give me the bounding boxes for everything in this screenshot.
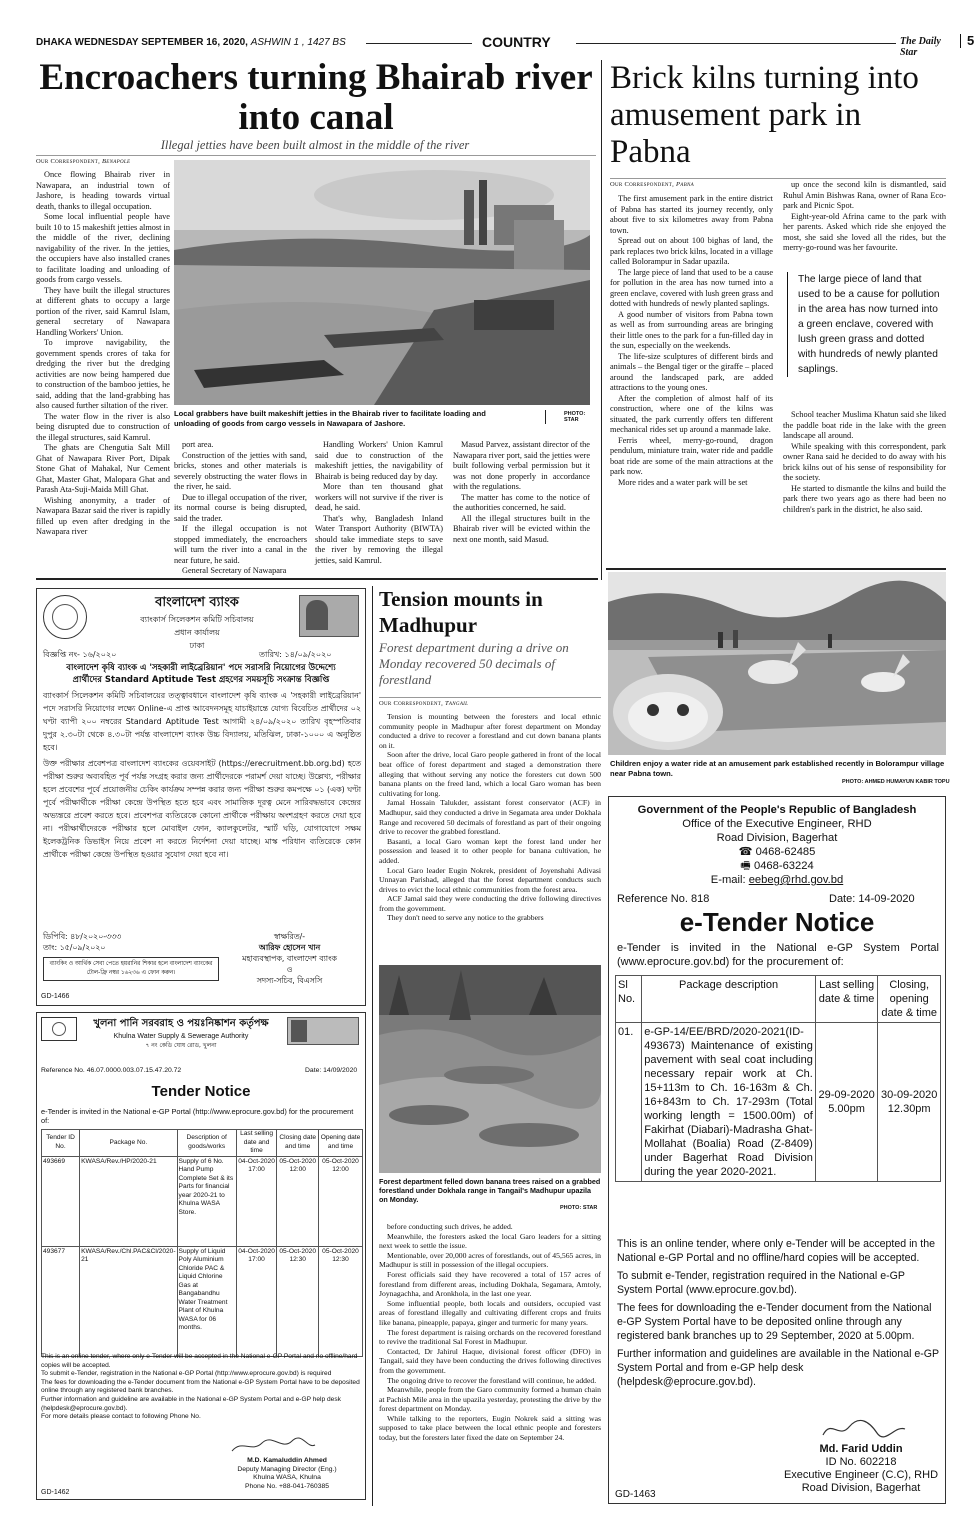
table-cell: 493669 <box>42 1156 80 1246</box>
table-header: Description of goods/works <box>177 1130 236 1157</box>
table-cell: e-GP-14/EE/BRD/2020-2021(ID-493673) Maintenance of existing pavement with seal coat including necessary repair work at Ch. 15+113m to Ch. 16-163m & Ch. 16+843m to Ch. 17-293m (Total working length = 1500.00m) of Fakirhat (Diabari)-Madrasha Ghat-Mollahat (Boalia) Road (Z-8409) under Bagerhat Road Division during the year 2020-2021. <box>642 1023 816 1182</box>
section-title: COUNTRY <box>482 34 551 50</box>
ad1-dp-ref: ডিপিবি: ৪৮/২০২০-৩৩৩ <box>43 932 122 941</box>
mujib-year-logo <box>299 595 359 637</box>
ad3-ref: Reference No. 818 <box>617 893 710 905</box>
table-cell: 04-Oct-2020 17:00 <box>236 1156 277 1246</box>
ad2-signature <box>227 1437 317 1455</box>
ad1-signer-title2: সদস্য-সচিব, বিএসসি <box>256 976 323 985</box>
table-header: Sl No. <box>616 976 642 1023</box>
story1-subhead: Illegal jetties have been built almost in the middle of the river <box>160 138 470 152</box>
table-header-row <box>616 976 941 1023</box>
fax-icon: 🖷 <box>740 860 754 872</box>
story2-headline: Brick kilns turning into amusement park in Pabna <box>610 60 919 170</box>
ad3-signer: Md. Farid Uddin <box>819 1443 903 1455</box>
table-cell: 29-09-2020 5.00pm <box>815 1023 878 1182</box>
ad1-ref: বিজ্ঞপ্তি নং- ১৬/২০২০ <box>43 650 117 659</box>
ad3-signer-title: Executive Engineer (C.C), RHD <box>783 1469 939 1481</box>
ad2-signer-title: Deputy Managing Director (Eng.) <box>237 1465 337 1473</box>
ad-bangladesh-bank <box>36 588 366 1006</box>
ad3-tender-table <box>615 975 941 1182</box>
story2-pullquote: The large piece of land that used to be a cause for pollution in the area has now turned into a green enclave, covered with lush green grass and dotted with hundreds of newly planted saplings. <box>787 272 943 377</box>
ad2-notes: This is an online tender, where only e-Tender will be accepted in the National e-GP Portal and no offline/hard copies will be accepted. To submit e-Tender, registration in the National e-GP Portal (http://www.eprocure.gov.bd) is required The fees for downloading the e-Tender document from the National e-GP System Portal have to be deposited online through any registered bank branches. Further information and guideline are available in the National e-GP System Portal and e-GP help desk (helpdesk@eprocure.gov.bd). For more details please contact to following Phone No. <box>41 1353 360 1421</box>
ad1-dp-date: তাং: ১৫/০৯/২০২০ <box>43 943 106 952</box>
ad2-address: ৭ নং কেডি ঘোষ রোড, খুলনা <box>145 1042 217 1049</box>
ad3-date: Date: 14-09-2020 <box>829 893 915 905</box>
story3-caption: Forest department felled down banana trees raised on a grabbed forestland under Dokhala range in Tangail's Madhupur upazila on Monday. <box>379 1177 601 1205</box>
ad3-email[interactable]: eebeg@rhd.gov.bd <box>748 874 844 886</box>
table-header-row <box>42 1130 363 1157</box>
story2-col2b: School teacher Muslima Khatun said she liked the paddle boat ride in the lake with the green landscape all around. While speaking with this correspondent, park owner Rana said he decided to do away with his brick kilns out of his sense of responsibility for the society. He started to dismantle the kilns and build the park there two years ago as there had been no children's park in the district, he also said. <box>783 410 946 514</box>
table-header: Last selling date & time <box>815 976 878 1023</box>
story3-byline: Our Correspondent, Tangail <box>379 700 469 707</box>
ad3-title: e-Tender Notice <box>679 907 875 937</box>
ad1-signer: আরিফ হোসেন খান <box>258 943 321 952</box>
table-cell: 05-Oct-2020 12:00 <box>277 1156 319 1246</box>
story2-photo <box>608 572 946 755</box>
ad1-code: GD-1466 <box>41 993 70 1000</box>
table-header: Closing date and time <box>277 1130 319 1157</box>
mujib-banner <box>287 1017 359 1045</box>
ad1-and: ও <box>286 965 293 974</box>
ad3-signer-div: Road Division, Bagerhat <box>801 1482 921 1494</box>
ad1-sign-label: স্বাক্ষরিত/- <box>273 932 306 941</box>
table-header: Package description <box>642 976 816 1023</box>
masthead <box>36 33 975 58</box>
story1-photo <box>174 160 590 405</box>
page-number: 5 <box>960 34 974 48</box>
ad3-office: Office of the Executive Engineer, RHD <box>682 818 872 830</box>
story2-col1: The first amusement park in the entire district of Pabna has started its journey recently, only about five to six kilometres away from Pabna town. Spread out on about 100 bighas of land, the park replaces two brick kilns, located in a village called Bolorampur in Sadar upazila. The large piece of land that used to be a cause for pollution in the area has now turned into a green enclave, covered with lush green grass and dotted with hundreds of newly planted saplings. A good number of visitors from Pabna town as well as from surrounding areas are bringing their little ones to the park for a fun-filled day in the sun, especially on the weekends. The life-size sculptures of different birds and animals – the Bengal tiger or the giraffe – placed around the landscaped park, are added attractions to the young ones. After the completion of almost half of its construction, where one of the kilns was situated, the park currently offers ten different mechanical rides set up around a manmade lake. Ferris wheel, merry-go-round, dragon pendulum, miniature train, water ride and paddle boat ride are some of the main attractions at the park now. More rides and a water park will be set <box>610 194 773 487</box>
table-cell: 493677 <box>42 1246 80 1356</box>
table-cell: 30-09-2020 12.30pm <box>878 1023 941 1182</box>
table-row <box>42 1246 363 1356</box>
story2-caption: Children enjoy a water ride at an amusement park established recently in Bolorampur village near Pabna town. <box>610 759 945 778</box>
story3-photo-credit: PHOTO: STAR <box>560 1205 598 1211</box>
table-row <box>616 1023 941 1182</box>
phone-icon: ☎ <box>738 846 756 858</box>
ad2-tender-table <box>41 1129 363 1357</box>
ad2-signer: M.D. Kamaluddin Ahmed <box>247 1457 327 1464</box>
ad2-date: Date: 14/09/2020 <box>305 1067 358 1074</box>
ad1-secretariat: ব্যাংকার্স সিলেকশন কমিটি সচিবালয় <box>140 615 254 624</box>
story1-photo-credit: PHOTO: STAR <box>564 411 586 423</box>
ad1-title1: বাংলাদেশ কৃষি ব্যাংক এ 'সহকারী লাইব্রেরিয়ান' পদে সরাসরি নিয়োগের উদ্দেশ্যে <box>66 663 336 673</box>
ad3-gov: Government of the People's Republic of Bangladesh <box>637 804 917 816</box>
table-cell: 05-Oct-2020 12:30 <box>277 1246 319 1356</box>
table-row <box>42 1156 363 1246</box>
ad3-fax: 0468-63224 <box>753 860 814 872</box>
table-cell: KWASA/Rev./HP/2020-21 <box>80 1156 177 1246</box>
ad2-intro: e-Tender is invited in the National e-GP Portal (http://www.eprocure.gov.bd) for the procurement of: <box>41 1107 354 1125</box>
ad2-signer-org: Khulna WASA, Khulna <box>253 1474 321 1481</box>
table-cell: 05-Oct-2020 12:30 <box>319 1246 363 1356</box>
ad2-org-en: Khulna Water Supply & Sewerage Authority <box>113 1033 249 1040</box>
bank-logo <box>43 595 87 639</box>
ad2-code: GD-1462 <box>41 1489 70 1496</box>
story3-text-top: Tension is mounting between the foresters and local ethnic community people in Madhupur after forest department on Monday conducted a drive to recover a forestland and cut down banana plants on it. Soon after the drive, local Garo people gathered in front of the local beat office of forest department and staged a demonstration there alleging that without serving any notice the foresters cut down 500 banana plants on the freed land, which a local Garo woman has been cultivating for long. Jamal Hossain Talukder, assistant forest conservator (ACF) in Madhupur, said they conducted a drive in Segamata area under Dokhala Range and recovered 50 decimals of forestland as part of their ongoing drive to recover the grabbed forestland. Basanti, a local Garo woman kept the forest land under her possession and leased it to other people for banana cultivation, he added. Local Garo leader Eugin Nokrek, president of Joyenshahi Adivasi Unnayan Parishad, alleged that the forest department conducts such drives to evict the local ethnic communities from the forest area. ACF Jamal said they were conducting the drive following directives from the government. They don't need to serve any notice to the grabbers <box>379 712 601 923</box>
ad1-title2: প্রার্থীদের Standard Aptitude Test গ্রহণের সময়সূচি সংক্রান্ত বিজ্ঞপ্তি <box>72 675 330 685</box>
ad1-body1: ব্যাংকার্স সিলেকশন কমিটি সচিবালয়ের তত্ত্বাবধানে বাংলাদেশ কৃষি ব্যাংক এ 'সহকারী লাইব্রেরিয়ান' পদে সরাসরি নিয়োগের লক্ষ্যে Online-এ প্রাপ্ত আবেদনসমূহ যাচাইয়ান্তে যোগ্য বিবেচিত প্রার্থীদের ০২ ঘণ্টা ব্যাপী ২০০ নম্বরের Standard Aptitude Test আগামী ২৪/০৯/২০২০ তারিখ বৃহস্পতিবার দুপুর ২.৩০টা থেকে ৪.৩০টা পর্যন্ত বাংলাদেশ ব্যাংক উচ্চ বিদ্যালয়, মতিঝিল, ঢাকা-১০০০ এ অনুষ্ঠিত হবে। <box>43 691 361 752</box>
ad3-intro: e-Tender is invited in the National e-GP System Portal (www.eprocure.gov.bd) for the procurement of: <box>617 942 939 968</box>
ad1-notice: ব্যাংকিং ও আর্থিক সেবা পেতে হয়রানির শিকার হলে বাংলাদেশ ব্যাংকের টোল-ফ্রি নম্বর ১৬২৩৬ এ ফোন করুন। <box>43 957 219 981</box>
ad1-date: তারিখ: ১৪/০৯/২০২০ <box>259 650 332 659</box>
dateline: DHAKA WEDNESDAY SEPTEMBER 16, 2020, ASHWIN 1 , 1427 BS <box>36 37 346 48</box>
story1-headline: Encroachers turning Bhairab river into canal <box>39 57 593 138</box>
ad3-phone: 0468-62485 <box>755 846 816 858</box>
ad1-city: ঢাকা <box>189 641 205 650</box>
table-cell: Supply of 6 No. Hand Pump Complete Set & its Parts for financial year 2020-21 to Khulna WASA Store. <box>177 1156 236 1246</box>
ad3-division: Road Division, Bagerhat <box>716 832 838 844</box>
story2-col2a: up once the second kiln is dismantled, said Ruhul Amin Bishwas Rana, owner of Rana Eco-park and Picnic Spot. Eight-year-old Afrina came to the park with her parents. Asked which ride she enjoyed the most, she said she loved all the rides, but the merry-go-round was her favourite. <box>783 180 946 252</box>
ad2-org-bn: খুলনা পানি সরবরাহ ও পয়ঃনিষ্কাশন কর্তৃপক্ষ <box>93 1018 269 1029</box>
story2-photo-credit: PHOTO: AHMED HUMAYUN KABIR TOPU <box>842 779 950 785</box>
table-cell: 05-Oct-2020 12:00 <box>319 1156 363 1246</box>
table-header: Package No. <box>80 1130 177 1157</box>
ad2-phone: Phone No. +88-041-760385 <box>244 1482 330 1490</box>
ad1-org: বাংলাদেশ ব্যাংক <box>155 595 239 610</box>
ad1-office: প্রধান কার্যালয় <box>174 628 220 637</box>
ad1-body2: উক্ত পরীক্ষার প্রবেশপত্র বাংলাদেশ ব্যাংকের ওয়েবসাইট (https://erecruitment.bb.org.bd) হতে পরীক্ষা শুরুর অব্যবহিত পূর্ব পর্যন্ত সংগ্রহ করার জন্য প্রার্থীদেরকে পরামর্শ দেয়া যাচ্ছে। উল্লেখ্য, পরীক্ষার হলে প্রবেশের পূর্বে প্রয়োজনীয় চেকিং কার্যক্রম সম্পন্ন করার জন্য পরীক্ষা শুরুর কমপক্ষে ০১ (এক) ঘণ্টা পূর্বে পরীক্ষার্থীকে পরীক্ষা কেন্দ্রে উপস্থিত হতে হবে এবং সামাজিক দূরত্ব মেনে সারিবদ্ধভাবে কেন্দ্রের অভ্যন্তরে প্রবেশ করতে হবে। প্রবেশপত্র ব্যতিরেকে কোনো প্রার্থীকে পরীক্ষায় অংশগ্রহণ করতে দেয়া হবে না। পরীক্ষার্থীদেরকে পরীক্ষার হলে মোবাইল ফোন, ক্যালকুলেটর, স্মার্ট ঘড়ি, যোগাযোগে সক্ষম ইলেকট্রনিক ডিভাইস নিয়ে প্রবেশ না করতে নির্দেশনা দেয়া যাচ্ছে। মাস্ক পরিধান ব্যতিরেকে কোন প্রার্থীকে পরীক্ষা কেন্দ্রে উপস্থিত হওয়ার সুযোগ দেয়া হবে না। <box>43 759 361 859</box>
table-cell: 01. <box>616 1023 642 1182</box>
ad3-signature <box>819 1417 909 1441</box>
story2-byline: Our Correspondent, Pabna <box>610 181 694 188</box>
story3-photo <box>379 965 601 1173</box>
story1-caption: Local grabbers have built makeshift jetties in the Bhairab river to facilitate loading and unloading of goods from cargo vessels in Nawapara of Jashore. <box>174 409 486 428</box>
ad2-ref: Reference No. 46.07.0000.003.07.15.47.20.72 <box>41 1067 182 1074</box>
story3-text-bottom: before conducting such drives, he added. Meanwhile, the foresters asked the local Garo leaders for a sitting next week to settle the issue. Mentionable, over 20,000 acres of forestlands, out of 45,565 acres, in Madhupur is still in possession of the illegal occupiers. Forest officials said they have recovered a total of 157 acres of forestland from different areas, including Dokhala, Segamara, Amtoly, Joynagachha, and Aronkhola, in the last one year. Some influential people, both locals and outsiders, occupied vast areas of forestland illegally and cultivating different crops and fruits like banana, pineapple, papaya, ginger and turmeric for many years. The forest department is raising orchards on the recovered forestland to revive the traditional Sal Forest in Madhupur. Contacted, Dr Jahirul Haque, divisional forest officer (DFO) in Tangail, said they have been conducting the drives following directives from the government. The ongoing drive to recover the forestland will continue, he added. Meanwhile, people from the Garo community formed a human chain at Pachish Mile area in the upazila yesterday, protesting the drive by the forest department on Monday. While talking to the reporters, Eugin Nokrek said a sitting was supposed to take place between the local ethnic people and foresters today, but the foresters later fixed the date on September 24. <box>379 1222 601 1443</box>
story1-col3: Handling Workers' Union Kamrul said due to construction of the makeshift jetties, the navigability of Bhairab is being reduced day by day. More than ten thousand ghat workers will not survive if the river is dead, he said. That's why, Bangladesh Inland Water Transport Authority (BIWTA) should take immediate steps to save the river by removing the illegal jetties, said Kamrul. <box>315 440 443 565</box>
ad3-signer-id: ID No. 602218 <box>825 1456 897 1468</box>
table-header: Tender ID No. <box>42 1130 80 1157</box>
table-header: Opening date and time <box>319 1130 363 1157</box>
ad-khulna-wasa <box>36 1012 366 1500</box>
story1-col1: Once flowing Bhairab river in Nawapara, an industrial town of Jashore, is heading towards virtual death, thanks to illegal occupation. Some local influential people have built 10 to 15 makeshift jetties almost in the middle of the river, declining navigability of the river. In the jetties, the occupiers have also installed cranes to facilitate loading and unloading of goods from cargo vessels. They have built the illegal structures at different ghats to occupy a large portion of the river, said Kamrul Islam, general secretary of Nawapara Handling Workers' Union. To improve navigability, the government spends crores of taka for dredging the river but the dredging activities are now being hampered due to construction of the bamboo jetties, he said, adding that the land-grabbing has also caused further siltation of the river. The water flow in the river is also being disrupted due to construction of the illegal structures, said Kamrul. The ghats are Chengutia Salt Mill Ghat of Nawapara River Port, Dipak Stone Ghat of Mahakal, Nur Cement Ghat, Master Ghat, Malopara Ghat and Parash Ata-Suji-Maida Mill Ghat. Wishing anonymity, a trader of Nawapara Bazar said the river is rapidly filled up even after dredging in the Nawapara river <box>36 170 170 536</box>
story3-headline: Tension mounts in Madhupur <box>379 587 543 637</box>
paper-name: The Daily Star <box>900 36 941 58</box>
ad1-signer-title: মহাব্যবস্থাপক, বাংলাদেশ ব্যাংক <box>242 954 337 963</box>
ad-rhd-etender: Government of the People's Republic of Bangladesh Office of the Executive Engineer, RHD Road Division, Bagerhat ☎ 0468-62485 🖷 0468-63224 E-mail: eebeg@rhd.gov.bd Reference No. 818 Date: 14-09-2020 e-Tender Notice e-Tender is invited in the National e-GP System Portal (www.eprocure.gov.bd) for the procurement of: Sl No. Package description Last selling date & time Closing, opening date & time 01. e-GP-14/EE/BRD/2020-2021(ID-493673) Maintenance of existing pavement with seal coat including necessary repair work at Ch. 15+113m to Ch. 16-163m & Ch. 16+843m to Ch. 17-293m (Total working length = 1500.00m) of Fakirhat (Diabari)-Madrasha Ghat-Mollahat (Boalia) Road (Z-8409) under Bagerhat Road Division during the year 2020-2021. 29-09-2020 5.00pm 30-09-2020 12.30pm This is an online tender, where only e-Tender will be accepted in the National e-GP Portal and no offline/hard copies will be accepted. To submit e-Tender, registration required in the National e-GP System Portal (www.eprocure.gov.bd). The fees for downloading the e-Tender document from the National e-GP System Portal have to be deposited online through any registered bank branches up to 29 September, 2020 at 5.00pm. Further information and guidelines are available in the National e-GP System Portal and from e-GP help desk (helpdesk@eprocure.gov.bd). Md. Farid Uddin ID No. 602218 Executive Engineer (C.C), RHD Road Division, Bagerhat GD-1463 <box>608 796 946 1504</box>
story1-byline: Our Correspondent, Benapole <box>36 158 131 165</box>
story1-col4: Masud Parvez, assistant director of the Nawapara river port, said the jetties were built following verbal permission but it was not done properly in accordance with the regulations. The matter has come to the notice of the authorities concerned, he said. All the illegal structures built in the Bhairab river will be evicted within the next one month, said Masud. <box>453 440 590 544</box>
table-cell: 04-Oct-2020 17:00 <box>236 1246 277 1356</box>
table-cell: KWASA/Rev./Chl.PAC&Cl/2020-21 <box>80 1246 177 1356</box>
table-header: Closing, opening date & time <box>878 976 941 1023</box>
story1-col2: port area. Construction of the jetties with sand, bricks, stones and other materials is severely obstructing the water flows in the river, he said. Due to illegal occupation of the river, its normal course is being disrupted, said the trader. If the illegal occupation is not stopped immediately, the encroachers will turn the river into a canal in the near future, he said. General Secretary of Nawapara <box>174 440 307 575</box>
table-header: Last selling date and time <box>236 1130 277 1157</box>
story3-subhead: Forest department during a drive on Monday recovered 50 decimals of forestland <box>379 640 569 687</box>
ad3-code: GD-1463 <box>615 1489 656 1500</box>
wasa-logo <box>41 1017 77 1041</box>
ad3-notes: This is an online tender, where only e-Tender will be accepted in the National e-GP Portal and no offline/hard copies will be accepted. To submit e-Tender, registration required in the National e-GP System Portal (www.eprocure.gov.bd). The fees for downloading the e-Tender document from the National e-GP System Portal have to be deposited online through any registered bank branches up to 29 September, 2020 at 5.00pm. Further information and guidelines are available in the National e-GP System Portal and from e-GP help desk (helpdesk@eprocure.gov.bd). <box>617 1238 939 1388</box>
ad2-title: Tender Notice <box>151 1083 251 1100</box>
table-cell: Supply of Liquid Poly Aluminium Chloride PAC & Liquid Chlorine Gas at Bangabandhu Water Treatment Plant of Khulna WASA for 06 months. <box>177 1246 236 1356</box>
